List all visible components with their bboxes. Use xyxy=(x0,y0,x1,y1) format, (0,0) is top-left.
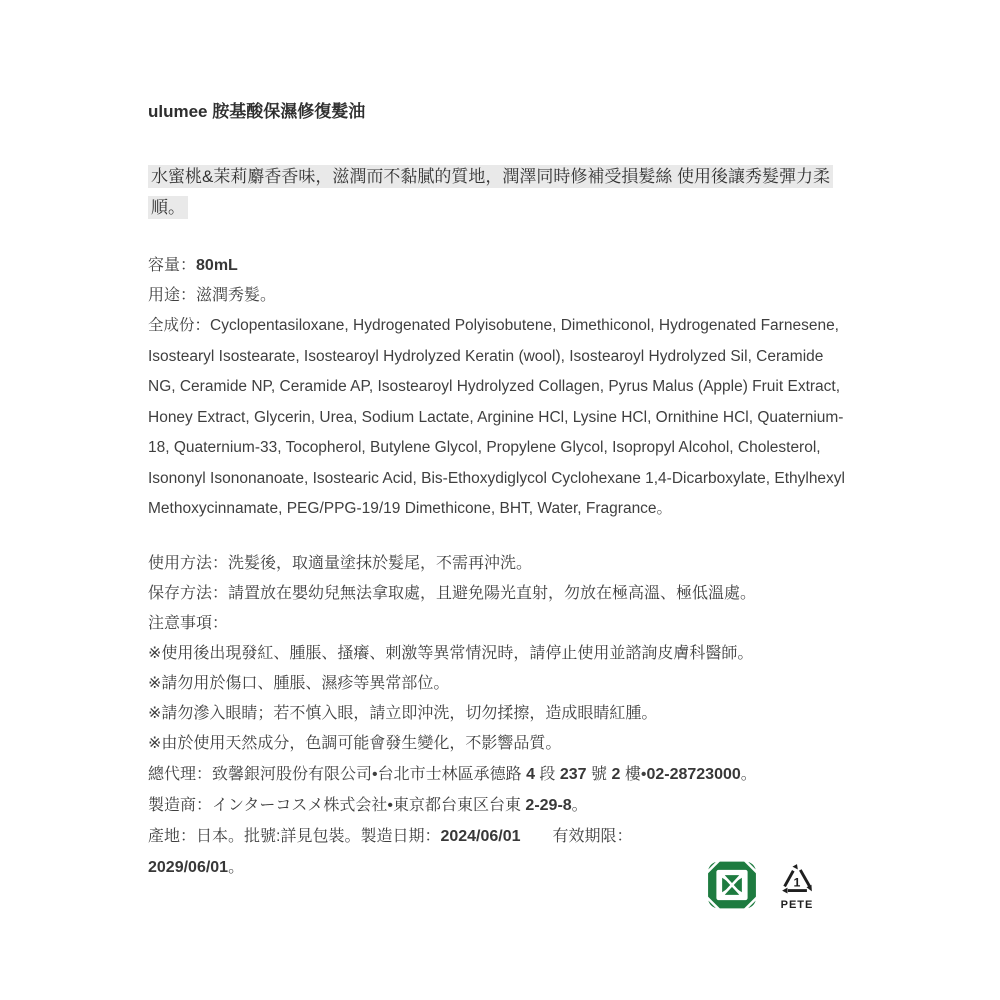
precautions-heading: 注意事項： xyxy=(148,614,229,632)
usage-line: 用途：滋潤秀髮。 xyxy=(148,287,277,304)
warning-line: ※請勿滲入眼睛；若不慎入眼，請立即沖洗，切勿揉擦，造成眼睛紅腫。 xyxy=(148,704,658,722)
manufacturer-line: 製造商：インターコスメ株式会社•東京都台東区台東 2-29-8。 xyxy=(148,796,588,814)
directions-section xyxy=(148,549,854,759)
how-to-use-line: 使用方法：洗髮後，取適量塗抹於髮尾，不需再沖洗。 xyxy=(148,554,533,572)
warning-line: ※使用後出現發紅、腫脹、搔癢、刺激等異常情況時，請停止使用並諮詢皮膚科醫師。 xyxy=(148,644,754,662)
product-title: ulumee 胺基酸保濕修復髮油 xyxy=(148,102,366,121)
storage-line: 保存方法：請置放在嬰幼兒無法拿取處，且避免陽光直射，勿放在極高溫、極低溫處。 xyxy=(148,584,757,602)
warning-line: ※請勿用於傷口、腫脹、濕疹等異常部位。 xyxy=(148,674,450,692)
highlighted-text: 水蜜桃&茉莉麝香香味，滋潤而不黏膩的質地，潤澤同時修補受損髮絲 使用後讓秀髮彈力柔順。 xyxy=(148,165,833,219)
expiry-line: 2029/06/01。 xyxy=(148,858,245,876)
product-description xyxy=(148,100,854,883)
pete-label: PETE xyxy=(780,899,814,911)
distributor-line: 總代理：致馨銀河股份有限公司•台北市士林區承德路 4 段 237 號 2 樓•02-28723000。 xyxy=(148,765,757,783)
origin-line: 產地：日本。批號:詳見包裝。製造日期：2024/06/01 有效期限： xyxy=(148,827,633,845)
pete-recycling-icon xyxy=(776,860,818,911)
ingredients-line: 全成份：Cyclopentasiloxane, Hydrogenated Polyisobutene, Dimethiconol, Hydrogenated Farnesene, Isostearyl Isostearate, Isostearoyl Hydrolyzed Keratin (wool), Isostearoyl Hydrolyzed Sil, Ceramide NG, Ceramide NP, Ceramide AP, Isostearoyl Hydrolyzed Collagen, Pyrus Malus (Apple) Fruit Extract, Honey Extract, Glycerin, Urea, Sodium Lactate, Arginine HCl, Lysine HCl, Ornithine HCl, Quaternium-18, Quaternium-33, Tocopherol, Butylene Glycol, Propylene Glycol, Isopropyl Alcohol, Cholesterol, Isononyl Isononanoate, Isostearic Acid, Bis-Ethoxydiglycol Cyclohexane 1,4-Dicarboxylate, Ethylhexyl Methoxycinnamate, PEG/PPG-19/19 Dimethicone, BHT, Water, Fragrance。 xyxy=(148,317,846,517)
warning-line: ※由於使用天然成分，色調可能會發生變化，不影響品質。 xyxy=(148,734,562,752)
spec-section xyxy=(148,251,854,525)
product-summary xyxy=(148,161,854,223)
capacity-line: 容量：80mL xyxy=(148,257,238,274)
pete-number: 1 xyxy=(793,875,801,890)
taiwan-recycling-icon xyxy=(706,860,758,910)
recycling-icons xyxy=(706,860,818,911)
